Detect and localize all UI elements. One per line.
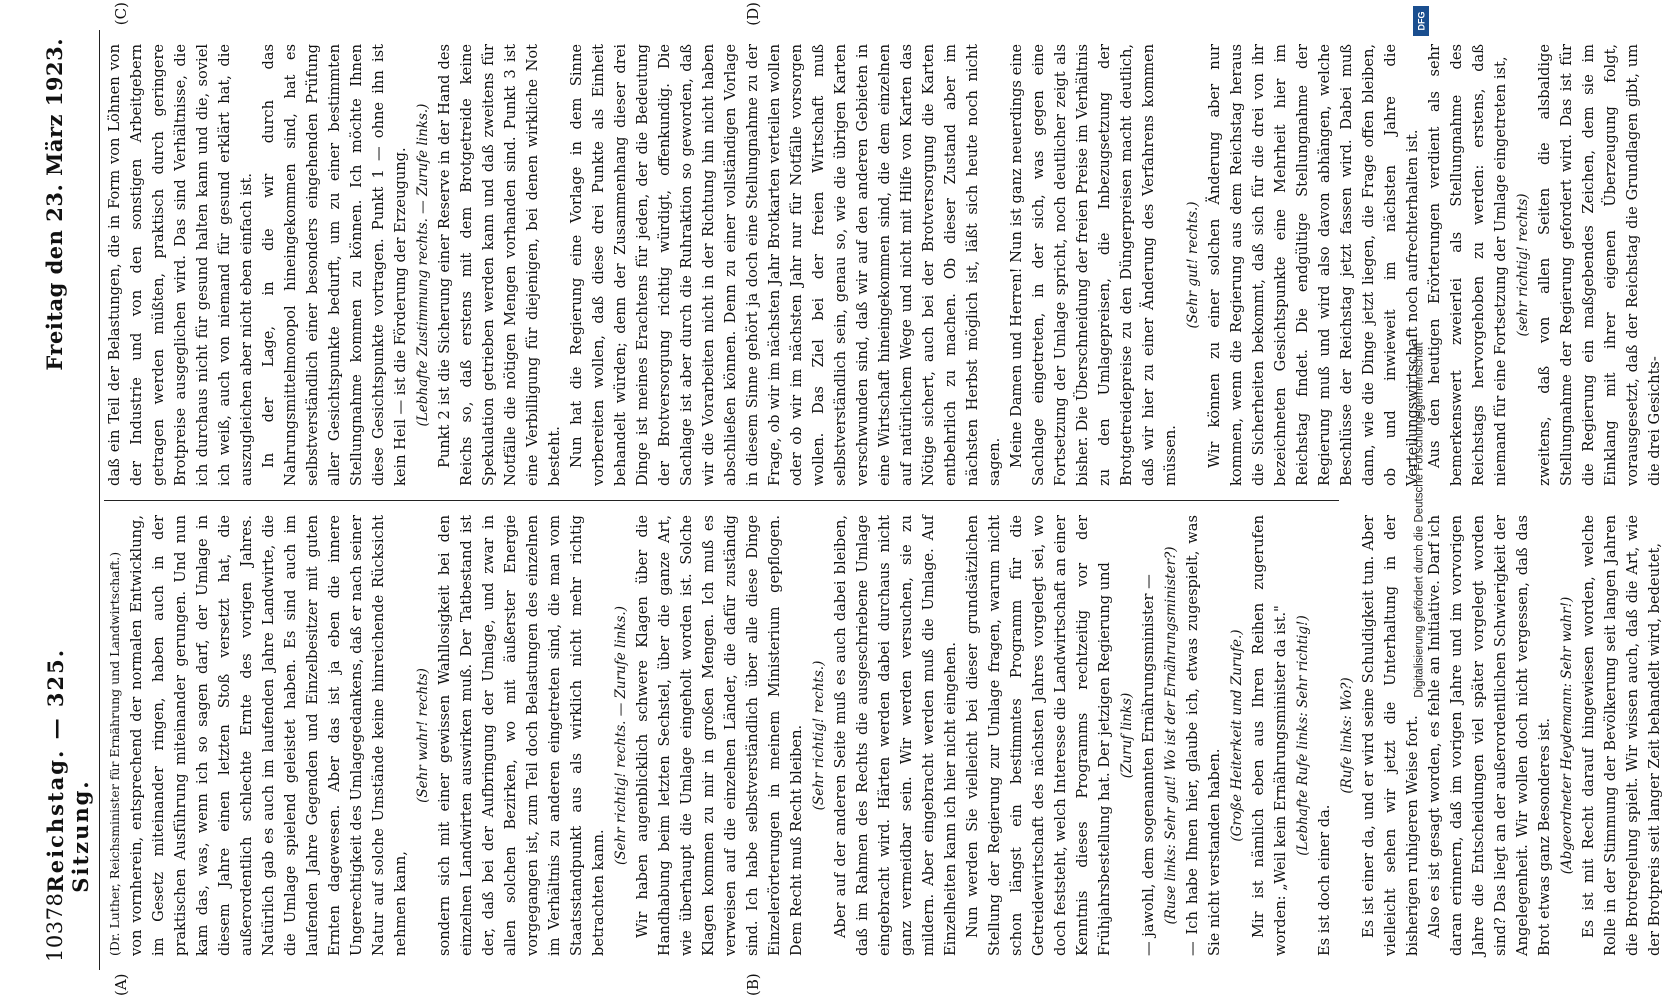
- dfg-logo: DFG: [1413, 6, 1429, 36]
- header-date: Freitag den 23. März 1923.: [42, 38, 67, 371]
- header-title: Reichstag. — 325. Sitzung.: [43, 647, 93, 893]
- interjection: (Sehr richtig! rechts. — Zurufe links.): [613, 606, 629, 865]
- paragraph: Also es ist gesagt worden, es fehle an Initiative. Darf ich daran erinnern, daß im vorigen Jahre und im vorvorigen Jahre die Entscheidungen viel später vorgelegt worden sind? Das liegt an der außerordentlichen Schwierigkeit der Angelegenheit. Wir wollen doch nicht vergessen, daß das Brot etwas ganz Besonderes ist.: [1426, 515, 1553, 956]
- paragraph: daß ein Teil der Belastungen, die in Form von Löhnen von der Industrie und von den sonstigen Arbeitgebern getragen werden müßten, praktisch durch geringere Brotpreise ausgeglichen wird. Das sind Verhältnisse, die ich durchaus nicht für gesund halten kann und die, soviel ich weiß, auch von niemand für gesund erklärt hat, die auszugleichen aber nicht eben einfach ist.: [106, 44, 255, 486]
- paragraph: In der Lage, in die wir durch das Nahrungsmittelmonopol hineingekommen sind, hat es selbstverständlich einer besonders eingehenden Prüfung aller Gesichtspunkte bedurft, um zu einer bestimmten Stellungnahme kommen zu können. Ich möchte Ihnen diese Gesichtspunkte vortragen. Punkt 1 — ohne ihn ist kein Heil — ist die Förderung der Erzeugung.: [260, 44, 409, 486]
- interjection: (Sehr richtig! rechts.): [811, 660, 827, 811]
- funding-note: [1408, 40, 1432, 1000]
- margin-mark-d: (D): [744, 2, 762, 26]
- paragraph: Punkt 2 ist die Sicherung einer Reserve in der Hand des Reichs so, daß erstens mit dem Brotgetreide keine Spekulation getrieben werden kann und daß zweitens für Notfälle die nötigen Mengen vorhanden sind. Punkt 3 ist eine Verbilligung für diejenigen, bei denen wirkliche Not besteht.: [436, 44, 563, 486]
- paragraph: Mir ist nämlich eben aus Ihren Reihen zugerufen worden: „Weil kein Ernährungsminister da ist.": [1250, 515, 1289, 956]
- funding-note-text: Digitalisierung gefördert durch die Deutsche Forschungsgemeinschaft: [1414, 342, 1427, 698]
- paragraph: Aber auf der anderen Seite muß es auch dabei bleiben, daß im Rahmen des Rechts die ausgeschriebene Umlage eingebracht wird. Härten werden dabei durchaus nicht ganz vermeidbar sein. Wir werden versuchen, sie zu mildern. Aber eingebracht werden muß die Umlage. Auf Einzelheiten kann ich hier nicht eingehen.: [832, 515, 959, 956]
- paragraph: Meine Damen und Herren! Nun ist ganz neuerdings eine Sachlage eingetreten, in der sich, was gegen eine Fortsetzung der Umlage spricht, noch deutlicher zeigt als bisher. Die Überschneidung der freien Preise im Verhältnis zu den Umlagepreisen, die Inbezugsetzung der Brotgetreidepreise zu den Düngerpreisen macht deutlich, daß wir hier zu einer Änderung des Verfahrens kommen müssen.: [1008, 44, 1179, 486]
- paragraph: Es ist einer da, und er wird seine Schuldigkeit tun. Aber vielleicht sehen wir jetzt die Unterhaltung in der bisherigen ruhigeren Weise fort.: [1360, 515, 1421, 956]
- paragraph: — Ich habe Ihnen hier, glaube ich, etwas zugespielt, was Sie nicht verstanden haben.: [1184, 515, 1223, 956]
- speaker-line: (Dr. Luther, Reichsminister für Ernährung und Landwirtschaft.): [107, 551, 122, 956]
- interjection: (Zuruf links): [1119, 692, 1135, 779]
- header-right: [42, 38, 67, 500]
- paragraph: von vornherein, entsprechend der normalen Entwicklung, im Gesetz miteinander ringen, haben auch in der praktischen Ausführung miteinander gerungen. Und nun kam das, was, wenn ich so sagen darf, der Umlage in diesem Jahre einen letzten Stoß versetzt hat, die außerordentlich schlechte Ernte des vorigen Jahres. Natürlich gab es auch im laufenden Jahre Landwirte, die die Umlage spielend geleistet haben. Es sind auch im laufenden Jahre Gegenden und Einzelbesitzer mit guten Ernten dagewesen. Aber das ist ja eben die innere Ungerechtigkeit des Umlagegedankens, daß er nach seiner Natur auf solche Umstände keine hinreichende Rücksicht nehmen kann,: [128, 515, 409, 956]
- paragraph: — jawohl, dem sogenannten Ernährungsminister —: [1140, 574, 1157, 956]
- page-header: [42, 30, 93, 970]
- margin-mark-b: (B): [744, 973, 762, 996]
- paragraph: Wir haben augenblicklich schwere Klagen über die Handhabung beim letzten Sechstel, über die ganze Art, wie überhaupt die Umlage eingeholt worden ist. Solche Klagen kommen zu mir in großen Mengen. Ich muß es verweisen auf die einzelnen Länder, die dafür zuständig sind. Ich habe selbstverständlich über alle diese Dinge Einzelerörterungen in meinem Ministerium gepflogen. Dem Recht muß Recht bleiben.: [634, 515, 805, 956]
- paragraph: Es ist doch einer da.: [1316, 804, 1333, 956]
- paragraph: Es ist mit Recht darauf hingewiesen worden, welche Rolle in der Stimmung der Bevölkerung seit langen Jahren die Brotregelung spielt. Wir wissen auch, daß die Art, wie der Brotpreis seit langer Zeit behandelt wird, bedeutet,: [1580, 515, 1663, 956]
- interjection: (Sehr wahr! rechts): [415, 668, 431, 803]
- header-rule: [99, 30, 100, 970]
- header-left: [43, 500, 93, 962]
- interjection: (Lebhafte Rufe links: Sehr richtig!): [1295, 615, 1311, 856]
- margin-mark-a: (A): [112, 973, 130, 996]
- interjection: (Sehr gut! rechts.): [1185, 201, 1201, 329]
- page-number: 10378: [43, 892, 67, 962]
- interjection: (Lebhafte Zustimmung rechts. — Zurufe links.): [415, 103, 431, 427]
- paragraph: Aus den heutigen Erörterungen verdient als sehr bemerkenswert zweierlei als Stellungnahme des Reichstags hervorgehoben zu werden: erstens, daß niemand für eine Fortsetzung der Umlage eingetreten ist,: [1426, 44, 1509, 486]
- paragraph: Nun werden Sie vielleicht bei dieser grundsätzlichen Stellung der Regierung zur Umlage fragen, warum nicht schon längst ein bestimmtes Programm für die Getreidewirtschaft des nächsten Jahres vorgelegt sei, wo doch feststeht, welch Interesse die Landwirtschaft an einer Kenntnis dieses Programms rechtzeitig vor der Frühjahrsbestellung hat. Der jetzigen Regierung und: [964, 515, 1113, 956]
- interjection: (Rufe links: Wo?): [1339, 677, 1355, 794]
- interjection: (sehr richtig! rechts): [1515, 193, 1531, 337]
- paragraph: sondern sich mit einer gewissen Wahllosigkeit bei den einzelnen Landwirten auswirken muß. Der Tatbestand ist der, daß bei der Aufbringung der Umlage, und zwar in allen solchen Bezirken, wo mit äußerster Energie vorgegangen ist, zum Teil doch Belastungen des einzelnen im Verhältnis zu anderen eingetreten sind, die man vom Staatsstandpunkt aus als wirklich nicht mehr richtig betrachten kann.: [436, 515, 607, 956]
- interjection: (Abgeordneter Heydemann: Sehr wahr!): [1559, 596, 1575, 875]
- paragraph: zweitens, daß von allen Seiten die alsbaldige Stellungnahme der Regierung gefordert wird. Das ist für die Regierung ein maßgebendes Zeichen, dem sie im Einklang mit ihrer eigenen Überzeugung folgt, vorausgesetzt, daß der Reichstag die Grundlagen gibt, um die drei Gesichts-: [1536, 44, 1663, 486]
- right-column: [104, 30, 1663, 500]
- interjection: (Große Heiterkeit und Zurufe.): [1229, 629, 1245, 842]
- paragraph: Wir können zu einer solchen Änderung aber nur kommen, wenn die Regierung aus dem Reichstag heraus die Sicherheiten bekommt, daß sich für die drei von ihr bezeichneten Gesichtspunkte eine Mehrheit hier im Reichstag findet. Die endgültige Stellungnahme der Regierung muß und wird also davon abhängen, welche Beschlüsse der Reichstag jetzt fassen wird. Dabei muß dann, wie die Dinge jetzt liegen, die Frage offen bleiben, ob und inwieweit im nächsten Jahre die Verteilungswirtschaft noch aufrechterhalten ist.: [1206, 44, 1421, 486]
- interjection: (Ruse links: Sehr gut! Wo ist der Ernährungsminister?): [1163, 546, 1179, 925]
- paragraph: Nun hat die Regierung eine Vorlage in dem Sinne vorbereiten wollen, daß diese drei Punkte als Einheit behandelt würden; denn der Zusammenhang dieser drei Dinge ist meines Erachtens für jeden, der die Bedeutung der Brotversorgung richtig würdigt, offenkundig. Die Sachlage ist aber durch die Ruhraktion so geworden, daß wir die Vorarbeiten nicht in der Richtung hin nicht haben abschließen können. Denn zu einer vollständigen Vorlage in diesem Sinne gehört ja doch eine Stellungnahme zu der Frage, ob wir im nächsten Jahr Brotkarten verteilen wollen oder ob wir im nächsten Jahr nur für Notfälle vorsorgen wollen. Das Ziel bei der freien Wirtschaft muß selbstverständlich sein, genau so, wie die übrigen Karten verschwunden sind, daß wir auf den anderen Gebieten in eine Wirtschaft hineingekommen sind, die dem einzelnen auf natürlichem Wege und nicht mit Hilfe von Karten das Nötige sichert, auch bei der Brotversorgung die Karten entbehrlich zu machen. Ob dieser Zustand aber im nächsten Herbst möglich ist, läßt sich heute noch nicht sagen.: [568, 44, 1003, 486]
- margin-mark-c: (C): [112, 2, 130, 26]
